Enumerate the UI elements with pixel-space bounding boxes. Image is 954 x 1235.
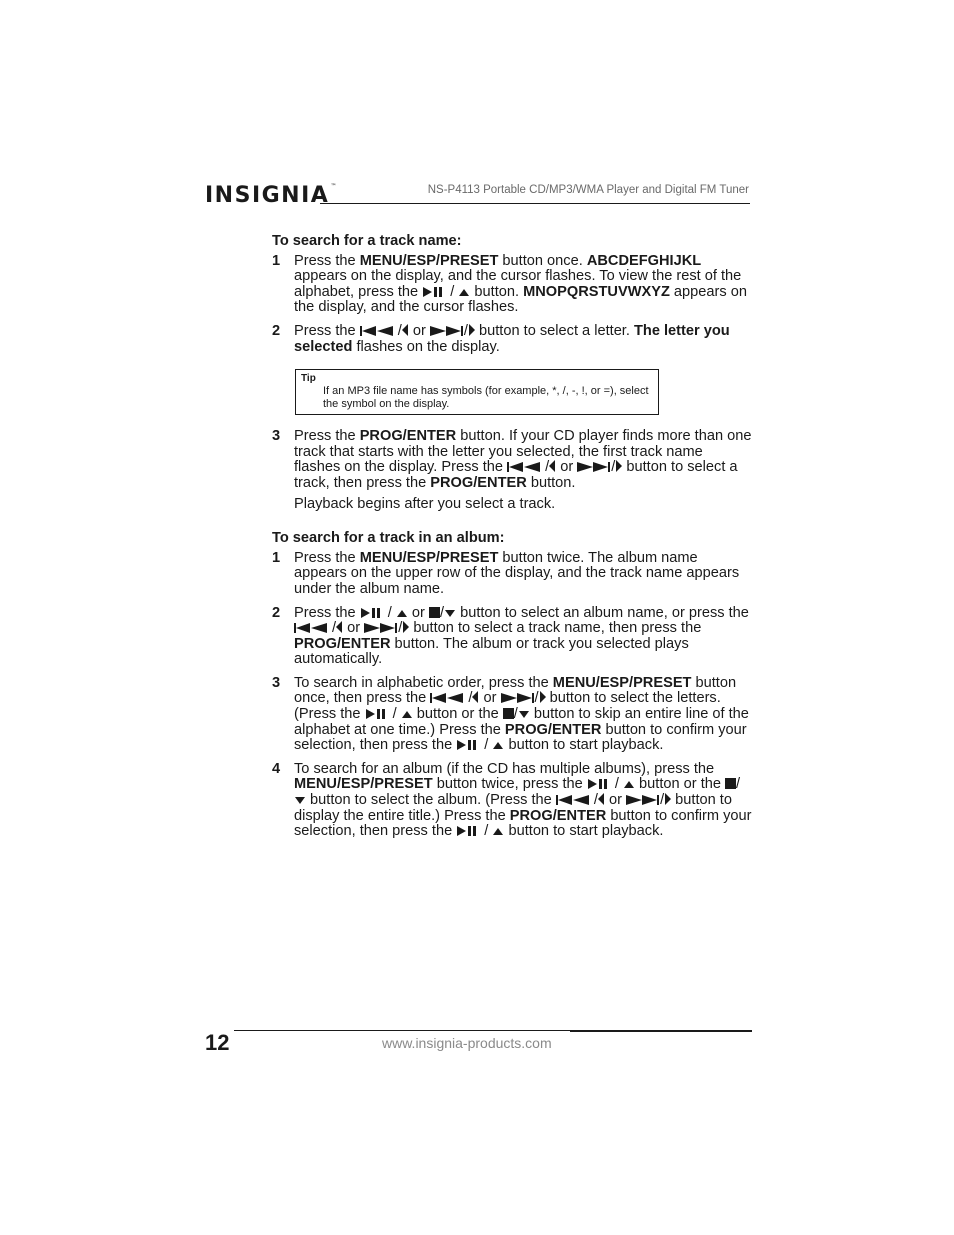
tip-text: If an MP3 file name has symbols (for example, *, /, -, !, or =), select the symbol on the display. <box>323 385 649 410</box>
step-number: 3 <box>272 428 281 445</box>
skip-back-icon <box>360 326 394 336</box>
step-item <box>272 324 752 355</box>
skip-back-icon <box>556 795 590 805</box>
step-number: 2 <box>272 604 281 621</box>
skip-forward-icon <box>430 326 464 336</box>
right-triangle-icon <box>468 324 475 336</box>
up-triangle-icon <box>492 741 504 750</box>
left-triangle-icon <box>598 793 605 805</box>
footer-url: www.insignia-products.com <box>382 1035 552 1051</box>
skip-forward-icon <box>364 623 398 633</box>
step-item <box>272 429 752 512</box>
skip-forward-icon <box>501 693 535 703</box>
down-triangle-icon <box>294 796 306 805</box>
logo-text: INSIGNIA <box>205 183 330 208</box>
tip-box <box>295 369 659 415</box>
right-triangle-icon <box>539 691 546 703</box>
step-number: 1 <box>272 252 281 269</box>
step-text: To search for an album (if the CD has multiple albums), press the MENU/ESP/PRESET button twice, press the / button or the / button to select the album. (Press the / or / button to display the entire title.) Press the PROG/ENTER button to confirm your selection, then press the / button to start playback. <box>294 760 752 840</box>
step-text: To search in alphabetic order, press the MENU/ESP/PRESET button once, then press the / or / button to select the letters. (Press the / button or the / button to skip an entire line of the alphabet at one time.) Press the PROG/ENTER button to confirm your selection, then press the / button to start playback. <box>294 674 749 754</box>
page-content <box>272 234 752 848</box>
step-number: 4 <box>272 760 281 777</box>
up-triangle-icon <box>623 780 635 789</box>
stop-icon <box>725 778 736 789</box>
step-followup-text: Playback begins after you select a track. <box>294 495 556 512</box>
stop-icon <box>503 708 514 719</box>
down-triangle-icon <box>518 710 530 719</box>
play-pause-icon <box>456 826 480 836</box>
step-item <box>272 676 752 754</box>
page-number: 12 <box>205 1030 230 1055</box>
step-item <box>272 606 752 668</box>
step-text: Press the MENU/ESP/PRESET button twice. The album name appears on the upper row of the display, and the track name appears under the album name. <box>294 549 740 597</box>
step-item <box>272 762 752 840</box>
up-triangle-icon <box>492 827 504 836</box>
play-pause-icon <box>360 608 384 618</box>
up-triangle-icon <box>396 609 408 618</box>
section-heading-track-name: To search for a track name: <box>272 233 462 249</box>
skip-forward-icon <box>577 462 611 472</box>
step-text: Press the MENU/ESP/PRESET button once. ABCDEFGHIJKL appears on the display, and the cursor flashes. To view the rest of the alphabet, press the / button. MNOPQRSTUVWXYZ appears on the display, and the cursor flashes. <box>294 252 747 316</box>
stop-icon <box>429 607 440 618</box>
footer-divider-accent <box>570 1030 752 1032</box>
skip-forward-icon <box>626 795 660 805</box>
header-divider <box>320 203 750 204</box>
left-triangle-icon <box>402 324 409 336</box>
down-triangle-icon <box>444 609 456 618</box>
tip-label: Tip <box>301 373 316 385</box>
step-item <box>272 551 752 598</box>
step-text: Press the / or / button to select an album name, or press the / or / button to select a track name, then press the PROG/ENTER button. The album or track you selected plays automatically. <box>294 604 749 668</box>
play-pause-icon <box>422 287 446 297</box>
document-title: NS-P4113 Portable CD/MP3/WMA Player and Digital FM Tuner <box>427 184 749 196</box>
play-pause-icon <box>587 779 611 789</box>
brand-logo <box>205 183 336 208</box>
skip-back-icon <box>430 693 464 703</box>
up-triangle-icon <box>401 710 413 719</box>
step-number: 1 <box>272 549 281 566</box>
trademark-mark: ™ <box>330 183 337 190</box>
play-pause-icon <box>456 740 480 750</box>
section-heading-album: To search for a track in an album: <box>272 530 505 547</box>
step-number: 3 <box>272 674 281 691</box>
play-pause-icon <box>365 709 389 719</box>
step-text: Press the PROG/ENTER button. If your CD player finds more than one track that starts with the letter you selected, the first track name flashes on the display. Press the / or / button to select a track, then press the PROG/ENTER button. <box>294 428 752 491</box>
skip-back-icon <box>294 623 328 633</box>
step-number: 2 <box>272 322 281 339</box>
step-text: Press the / or / button to select a letter. The letter you selected flashes on the display. <box>294 322 730 355</box>
step-item <box>272 254 752 316</box>
up-triangle-icon <box>458 288 470 297</box>
skip-back-icon <box>507 462 541 472</box>
